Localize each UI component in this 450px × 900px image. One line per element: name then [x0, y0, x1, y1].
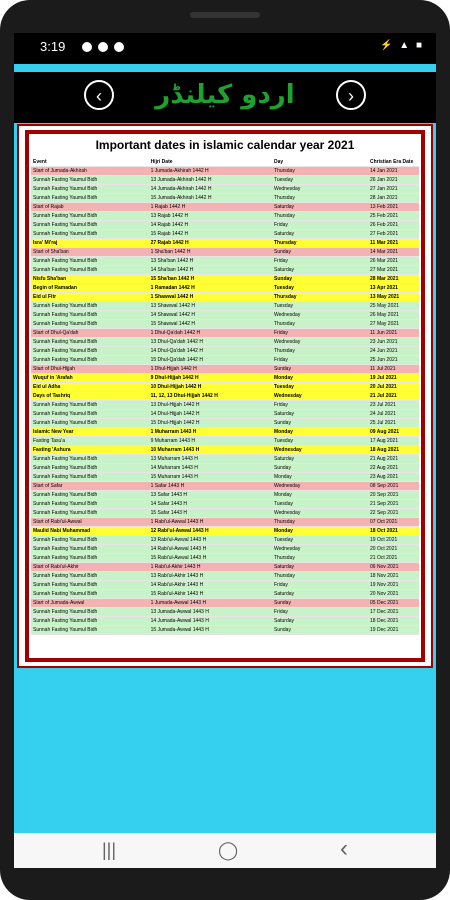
- table-cell: Tuesday: [274, 501, 293, 507]
- table-row: [31, 230, 419, 239]
- table-cell: Sunnah Fasting Yaumul Bidh: [33, 348, 98, 354]
- table-cell: 23 Aug 2021: [370, 474, 399, 480]
- table-cell: 09 Aug 2021: [370, 429, 400, 435]
- table-cell: Sunday: [274, 249, 291, 255]
- table-cell: Sunnah Fasting Yaumul Bidh: [33, 195, 98, 201]
- table-cell: Sunday: [274, 600, 291, 606]
- table-cell: Wednesday: [274, 546, 301, 552]
- column-header: Hijri Date: [150, 159, 173, 165]
- table-cell: Start of Sha'ban: [33, 249, 69, 255]
- table-row: [31, 410, 419, 419]
- chevron-right-icon: ›: [348, 86, 354, 106]
- table-cell: Sunnah Fasting Yaumul Bidh: [33, 501, 98, 507]
- table-row: [31, 518, 419, 527]
- table-row: [31, 446, 419, 455]
- table-cell: Sunnah Fasting Yaumul Bidh: [33, 609, 98, 615]
- table-cell: Sunnah Fasting Yaumul Bidh: [33, 402, 98, 408]
- table-cell: Maulid Nabi Muhammad: [33, 528, 91, 534]
- table-cell: Sunnah Fasting Yaumul Bidh: [33, 258, 98, 264]
- calendar-frame: [17, 124, 433, 668]
- table-row: [31, 536, 419, 545]
- table-cell: Start of Dhul-Hijjah: [33, 366, 75, 372]
- table-row: [31, 455, 419, 464]
- table-cell: Saturday: [274, 564, 295, 570]
- table-row: [31, 356, 419, 365]
- table-cell: 13 Dhul-Qa'dah 1442 H: [150, 339, 203, 345]
- table-cell: 26 Mar 2021: [370, 258, 399, 264]
- table-cell: 21 Aug 2021: [370, 456, 399, 462]
- system-nav-bar: [14, 833, 436, 868]
- notification-icon: [114, 42, 124, 52]
- table-row: [31, 563, 419, 572]
- table-header: [31, 158, 419, 167]
- table-cell: 20 Jul 2021: [370, 384, 397, 390]
- table-cell: 13 Apr 2021: [370, 285, 398, 291]
- table-cell: Tuesday: [274, 438, 293, 444]
- table-row: [31, 491, 419, 500]
- table-cell: Sunnah Fasting Yaumul Bidh: [33, 573, 98, 579]
- table-cell: 1 Ramadan 1442 H: [150, 285, 195, 291]
- table-cell: 18 Oct 2021: [370, 528, 398, 534]
- table-cell: Friday: [274, 609, 288, 615]
- table-row: [31, 347, 419, 356]
- table-cell: Thursday: [274, 348, 295, 354]
- table-cell: Tuesday: [274, 384, 294, 390]
- table-row: [31, 482, 419, 491]
- footer-fill: [14, 673, 436, 833]
- table-cell: 20 Nov 2021: [370, 591, 399, 597]
- table-cell: 1 Dhul-Qa'dah 1442 H: [150, 330, 201, 336]
- table-cell: 15 Rabi'ul-Akhir 1443 H: [150, 591, 204, 597]
- table-row: [31, 383, 419, 392]
- table-cell: Sunnah Fasting Yaumul Bidh: [33, 411, 98, 417]
- table-cell: Monday: [274, 375, 293, 381]
- table-cell: Sunday: [274, 276, 293, 282]
- table-cell: Thursday: [274, 240, 297, 246]
- table-cell: 18 Dec 2021: [370, 618, 399, 624]
- table-cell: Isra' Mi'raj: [33, 240, 58, 246]
- table-cell: Friday: [274, 258, 288, 264]
- table-cell: 1 Dhul-Hijjah 1442 H: [150, 366, 197, 372]
- table-body: [31, 167, 419, 635]
- table-cell: Wuquf in 'Arafah: [33, 375, 73, 381]
- notification-icon: [82, 42, 92, 52]
- table-cell: Sunnah Fasting Yaumul Bidh: [33, 222, 98, 228]
- table-row: [31, 275, 419, 284]
- table-cell: 15 Muharram 1443 H: [150, 474, 198, 480]
- table-cell: 12 Rabi'ul-Awwal 1443 H: [150, 528, 209, 534]
- table-cell: Start of Rabi'ul-Awwal: [33, 519, 82, 525]
- table-cell: 10 Dhul-Hijjah 1442 H: [150, 384, 202, 390]
- table-cell: 1 Jumada-Awwal 1443 H: [150, 600, 207, 606]
- table-cell: Wednesday: [274, 186, 301, 192]
- chevron-left-icon: ‹: [96, 86, 102, 106]
- table-row: [31, 167, 419, 176]
- table-cell: Saturday: [274, 618, 295, 624]
- table-cell: Begin of Ramadan: [33, 285, 77, 291]
- status-bar: [14, 33, 436, 61]
- table-cell: 21 Oct 2021: [370, 555, 398, 561]
- table-cell: 19 Oct 2021: [370, 537, 398, 543]
- column-header: Day: [274, 159, 284, 165]
- table-cell: Saturday: [274, 456, 295, 462]
- app-title: اردو کیلنڈر: [155, 80, 295, 110]
- table-cell: Wednesday: [274, 393, 302, 399]
- table-cell: 14 Rabi'ul-Awwal 1443 H: [150, 546, 207, 552]
- table-cell: 18 Aug 2021: [370, 447, 400, 453]
- table-row: [31, 590, 419, 599]
- table-cell: 13 Shawwal 1442 H: [150, 303, 196, 309]
- table-cell: 26 May 2021: [370, 312, 399, 318]
- table-cell: Wednesday: [274, 483, 301, 489]
- table-cell: 17 Aug 2021: [370, 438, 399, 444]
- table-row: [31, 266, 419, 275]
- table-row: [31, 572, 419, 581]
- table-cell: Sunnah Fasting Yaumul Bidh: [33, 510, 98, 516]
- table-row: [31, 248, 419, 257]
- table-row: [31, 545, 419, 554]
- table-cell: 11, 12, 13 Dhul-Hijjah 1442 H: [150, 393, 218, 399]
- table-row: [31, 194, 419, 203]
- table-cell: Start of Jumada-Awwal: [33, 600, 85, 606]
- table-cell: Eid ul Adha: [33, 384, 61, 390]
- app-header: [14, 72, 436, 123]
- table-cell: 14 Rabi'ul-Akhir 1443 H: [150, 582, 204, 588]
- table-cell: 1 Rajab 1442 H: [150, 204, 186, 210]
- table-cell: Saturday: [274, 267, 295, 273]
- table-cell: Start of Jumada-Akhirah: [33, 168, 87, 174]
- table-cell: Friday: [274, 582, 288, 588]
- table-cell: Sunnah Fasting Yaumul Bidh: [33, 456, 98, 462]
- table-row: [31, 374, 419, 383]
- table-row: [31, 428, 419, 437]
- table-row: [31, 581, 419, 590]
- table-cell: 11 Jul 2021: [370, 366, 396, 372]
- table-cell: 14 Dhul-Qa'dah 1442 H: [150, 348, 203, 354]
- table-cell: 13 Muharram 1443 H: [150, 456, 198, 462]
- table-cell: Sunnah Fasting Yaumul Bidh: [33, 546, 98, 552]
- table-cell: Nisfu Sha'ban: [33, 276, 67, 282]
- table-cell: 13 Sha'ban 1442 H: [150, 258, 194, 264]
- table-row: [31, 176, 419, 185]
- table-cell: Sunnah Fasting Yaumul Bidh: [33, 357, 98, 363]
- table-cell: Tuesday: [274, 303, 293, 309]
- table-cell: 19 Jul 2021: [370, 375, 397, 381]
- table-cell: Thursday: [274, 195, 295, 201]
- table-cell: Start of Rajab: [33, 204, 64, 210]
- table-cell: 15 Jumada-Awwal 1443 H: [150, 627, 209, 633]
- table-row: [31, 257, 419, 266]
- table-cell: 21 Sep 2021: [370, 501, 399, 507]
- table-cell: 19 Nov 2021: [370, 582, 399, 588]
- table-cell: Sunnah Fasting Yaumul Bidh: [33, 618, 98, 624]
- top-accent-bar: [14, 64, 436, 72]
- table-cell: Sunnah Fasting Yaumul Bidh: [33, 582, 98, 588]
- table-cell: 25 Jul 2021: [370, 420, 396, 426]
- table-cell: 27 May 2021: [370, 321, 399, 327]
- column-header: Christian Era Date: [370, 159, 414, 165]
- table-cell: Days of Tashriq: [33, 393, 71, 399]
- table-cell: 1 Sha'ban 1442 H: [150, 249, 191, 255]
- status-time: 3:19: [40, 39, 66, 54]
- table-cell: Tuesday: [274, 177, 293, 183]
- table-cell: 1 Safar 1443 H: [150, 483, 185, 489]
- table-cell: Monday: [274, 429, 293, 435]
- table-row: [31, 392, 419, 401]
- table-cell: Friday: [274, 330, 288, 336]
- table-cell: 1 Muharram 1443 H: [150, 429, 197, 435]
- table-cell: Start of Rabi'ul-Akhir: [33, 564, 79, 570]
- table-cell: 28 Jan 2021: [370, 195, 398, 201]
- table-cell: Sunnah Fasting Yaumul Bidh: [33, 231, 98, 237]
- table-cell: 14 Sha'ban 1442 H: [150, 267, 194, 273]
- table-cell: 13 Rajab 1442 H: [150, 213, 189, 219]
- table-row: [31, 284, 419, 293]
- table-cell: 14 Rajab 1442 H: [150, 222, 189, 228]
- table-cell: 22 Sep 2021: [370, 510, 399, 516]
- table-cell: 14 Jumada-Awwal 1443 H: [150, 618, 209, 624]
- table-cell: 14 Mar 2021: [370, 249, 399, 255]
- table-cell: Monday: [274, 474, 292, 480]
- table-cell: Monday: [274, 528, 293, 534]
- table-cell: Sunnah Fasting Yaumul Bidh: [33, 321, 98, 327]
- table-cell: 14 Shawwal 1442 H: [150, 312, 196, 318]
- table-row: [31, 464, 419, 473]
- table-row: [31, 338, 419, 347]
- table-cell: 1 Jumada-Akhirah 1442 H: [150, 168, 209, 174]
- table-cell: 11 Jun 2021: [370, 330, 398, 336]
- content-area: [14, 123, 436, 673]
- table-cell: 15 Rajab 1442 H: [150, 231, 189, 237]
- table-row: [31, 311, 419, 320]
- speaker-grille: [190, 12, 260, 18]
- table-cell: 23 Jul 2021: [370, 402, 396, 408]
- table-row: [31, 437, 419, 446]
- table-cell: Sunnah Fasting Yaumul Bidh: [33, 312, 98, 318]
- table-cell: 22 Aug 2021: [370, 465, 399, 471]
- table-row: [31, 599, 419, 608]
- table-cell: 05 Dec 2021: [370, 600, 399, 606]
- table-row: [31, 473, 419, 482]
- table-cell: 27 Rajab 1442 H: [150, 240, 189, 246]
- table-cell: Thursday: [274, 573, 295, 579]
- table-cell: Sunnah Fasting Yaumul Bidh: [33, 465, 98, 471]
- table-cell: 15 Dhul-Qa'dah 1442 H: [150, 357, 203, 363]
- table-cell: Thursday: [274, 213, 295, 219]
- table-cell: Sunday: [274, 627, 291, 633]
- table-row: [31, 509, 419, 518]
- table-cell: 21 Jul 2021: [370, 393, 397, 399]
- table-cell: Friday: [274, 402, 288, 408]
- table-row: [31, 500, 419, 509]
- table-cell: Sunnah Fasting Yaumul Bidh: [33, 339, 98, 345]
- table-cell: 15 Dhul-Hijjah 1442 H: [150, 420, 200, 426]
- table-cell: Sunday: [274, 420, 291, 426]
- table-cell: Start of Dhul-Qa'dah: [33, 330, 79, 336]
- table-cell: 13 Safar 1443 H: [150, 492, 187, 498]
- table-row: [31, 554, 419, 563]
- table-cell: 14 Jumada-Akhirah 1442 H: [150, 186, 212, 192]
- table-cell: 15 Jumada-Akhirah 1442 H: [150, 195, 212, 201]
- table-cell: 15 Sha'ban 1442 H: [150, 276, 195, 282]
- table-cell: 15 Shawwal 1442 H: [150, 321, 196, 327]
- table-cell: Monday: [274, 492, 292, 498]
- table-row: [31, 617, 419, 626]
- table-cell: Thursday: [274, 321, 295, 327]
- recents-button[interactable]: |||: [102, 840, 117, 860]
- table-cell: 13 Dhul-Hijjah 1442 H: [150, 402, 200, 408]
- table-cell: 13 May 2021: [370, 294, 400, 300]
- table-row: [31, 401, 419, 410]
- table-cell: Saturday: [274, 231, 295, 237]
- table-cell: Sunday: [274, 465, 291, 471]
- table-cell: 17 Dec 2021: [370, 609, 399, 615]
- table-cell: 10 Muharram 1443 H: [150, 447, 200, 453]
- table-row: [31, 419, 419, 428]
- back-button[interactable]: ‹: [340, 835, 348, 862]
- notification-icon: [98, 42, 108, 52]
- table-cell: 15 Rabi'ul-Awwal 1443 H: [150, 555, 207, 561]
- table-cell: 13 Rabi'ul-Akhir 1443 H: [150, 573, 204, 579]
- table-row: [31, 185, 419, 194]
- table-cell: 23 Jun 2021: [370, 339, 398, 345]
- table-cell: 13 Jumada-Awwal 1443 H: [150, 609, 209, 615]
- table-cell: Friday: [274, 222, 288, 228]
- table-cell: Saturday: [274, 204, 295, 210]
- table-cell: Saturday: [274, 591, 295, 597]
- table-cell: 25 Jun 2021: [370, 357, 398, 363]
- table-cell: Sunnah Fasting Yaumul Bidh: [33, 555, 98, 561]
- column-header: Event: [33, 159, 47, 165]
- home-button[interactable]: ◯: [218, 840, 239, 860]
- table-cell: Sunnah Fasting Yaumul Bidh: [33, 492, 98, 498]
- table-cell: Wednesday: [274, 447, 302, 453]
- table-cell: Fasting Tasu'a: [33, 438, 65, 444]
- table-cell: 18 Nov 2021: [370, 573, 399, 579]
- table-cell: Saturday: [274, 411, 295, 417]
- table-cell: 1 Shawwal 1442 H: [150, 294, 194, 300]
- table-cell: Sunnah Fasting Yaumul Bidh: [33, 537, 98, 543]
- table-cell: 14 Dhul-Hijjah 1442 H: [150, 411, 200, 417]
- table-cell: Sunnah Fasting Yaumul Bidh: [33, 420, 98, 426]
- table-row: [31, 212, 419, 221]
- table-cell: 08 Sep 2021: [370, 483, 399, 489]
- table-row: [31, 239, 419, 248]
- table-cell: 13 Jumada-Akhirah 1442 H: [150, 177, 212, 183]
- table-cell: 27 Mar 2021: [370, 267, 399, 273]
- table-cell: Islamic New Year: [33, 429, 74, 435]
- table-cell: 07 Oct 2021: [370, 519, 398, 525]
- table-cell: 27 Jan 2021: [370, 186, 398, 192]
- table-cell: 9 Muharram 1443 H: [150, 438, 196, 444]
- table-cell: Thursday: [274, 555, 295, 561]
- table-row: [31, 320, 419, 329]
- table-cell: Thursday: [274, 168, 295, 174]
- table-cell: 27 Feb 2021: [370, 231, 399, 237]
- table-row: [31, 293, 419, 302]
- table-cell: Wednesday: [274, 339, 301, 345]
- table-cell: Sunnah Fasting Yaumul Bidh: [33, 177, 98, 183]
- table-cell: 1 Rabi'ul-Awwal 1443 H: [150, 519, 204, 525]
- table-cell: 06 Nov 2021: [370, 564, 399, 570]
- table-cell: Wednesday: [274, 510, 301, 516]
- table-cell: Friday: [274, 357, 288, 363]
- table-row: [31, 221, 419, 230]
- calendar-table: [31, 158, 419, 635]
- table-cell: 24 Jun 2021: [370, 348, 398, 354]
- table-cell: 14 Safar 1443 H: [150, 501, 187, 507]
- table-cell: Sunnah Fasting Yaumul Bidh: [33, 591, 98, 597]
- table-cell: 11 Mar 2021: [370, 240, 399, 246]
- table-cell: 26 Jan 2021: [370, 177, 398, 183]
- table-cell: 25 May 2021: [370, 303, 399, 309]
- table-row: [31, 626, 419, 635]
- table-row: [31, 365, 419, 374]
- calendar-page[interactable]: [25, 130, 425, 662]
- table-cell: Wednesday: [274, 312, 301, 318]
- table-cell: Start of Safar: [33, 483, 63, 489]
- table-cell: 20 Sep 2021: [370, 492, 399, 498]
- table-cell: Sunnah Fasting Yaumul Bidh: [33, 474, 98, 480]
- screen: [14, 33, 436, 868]
- table-cell: Fasting 'Ashura: [33, 447, 71, 453]
- calendar-title: Important dates in islamic calendar year 2021: [95, 138, 355, 152]
- table-cell: 20 Oct 2021: [370, 546, 398, 552]
- table-cell: 14 Muharram 1443 H: [150, 465, 198, 471]
- table-cell: Sunnah Fasting Yaumul Bidh: [33, 267, 98, 273]
- table-row: [31, 302, 419, 311]
- table-cell: Tuesday: [274, 537, 293, 543]
- table-row: [31, 203, 419, 212]
- table-row: [31, 527, 419, 536]
- table-cell: Eid ul Fitr: [33, 294, 57, 300]
- table-cell: Tuesday: [274, 285, 294, 291]
- next-button[interactable]: [336, 80, 366, 110]
- table-row: [31, 608, 419, 617]
- table-cell: 25 Feb 2021: [370, 213, 399, 219]
- table-cell: 14 Jan 2021: [370, 168, 398, 174]
- table-cell: Sunnah Fasting Yaumul Bidh: [33, 627, 98, 633]
- table-cell: 26 Feb 2021: [370, 222, 399, 228]
- table-cell: Sunday: [274, 366, 291, 372]
- table-cell: 15 Safar 1443 H: [150, 510, 187, 516]
- table-cell: Thursday: [274, 294, 297, 300]
- status-system-icons: ⚡ ▲ ■: [380, 40, 424, 51]
- table-cell: 19 Dec 2021: [370, 627, 399, 633]
- table-cell: Sunnah Fasting Yaumul Bidh: [33, 213, 98, 219]
- table-cell: 13 Feb 2021: [370, 204, 399, 210]
- table-cell: 13 Rabi'ul-Awwal 1443 H: [150, 537, 207, 543]
- table-row: [31, 329, 419, 338]
- table-cell: 28 Mar 2021: [370, 276, 399, 282]
- table-cell: 9 Dhul-Hijjah 1442 H: [150, 375, 199, 381]
- table-cell: Sunnah Fasting Yaumul Bidh: [33, 186, 98, 192]
- table-cell: Thursday: [274, 519, 295, 525]
- table-cell: 24 Jul 2021: [370, 411, 396, 417]
- table-cell: 1 Rabi'ul-Akhir 1443 H: [150, 564, 201, 570]
- table-cell: Sunnah Fasting Yaumul Bidh: [33, 303, 98, 309]
